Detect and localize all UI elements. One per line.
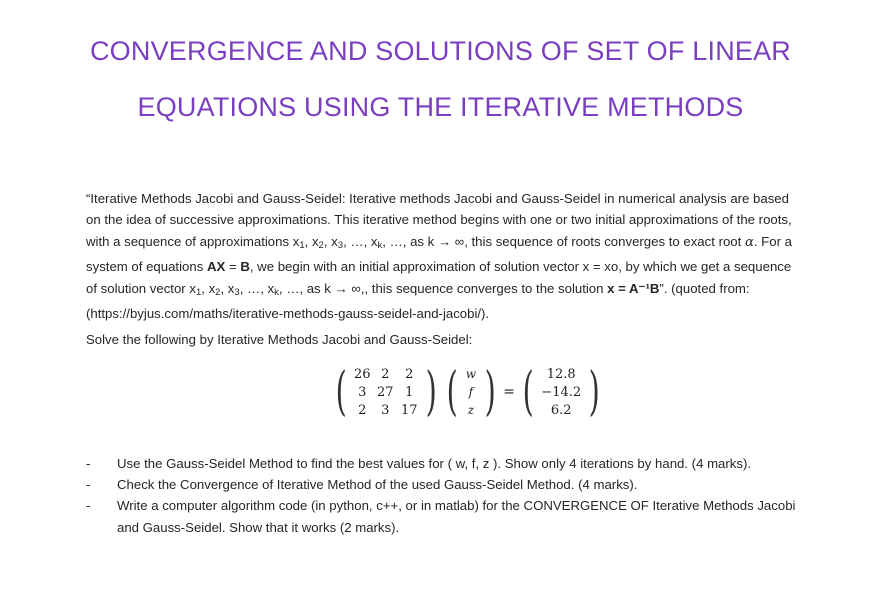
subscript: 2 xyxy=(318,239,324,251)
subscript: k xyxy=(274,286,279,298)
coefficient-matrix xyxy=(351,366,421,419)
task-list xyxy=(86,453,806,538)
equals-sign: = xyxy=(503,384,515,400)
list-item xyxy=(86,495,806,537)
intro-paragraph xyxy=(86,188,798,324)
para-text: , x xyxy=(304,233,319,249)
subscript: k xyxy=(377,239,383,251)
rhs-vector xyxy=(538,366,584,419)
para-text: = xyxy=(225,259,241,275)
matrix-cell: 1 xyxy=(405,384,414,400)
para-text: , x xyxy=(220,280,235,296)
subscript: 1 xyxy=(195,286,202,298)
list-item-text: Use the Gauss-Seidel Method to find the best values for ( w, f, z ). Show only 4 iterations by hand. (4 marks). xyxy=(117,456,752,471)
list-item xyxy=(86,453,806,474)
right-paren: ) xyxy=(588,362,600,422)
subscript: 2 xyxy=(215,286,221,298)
vector-cell: z xyxy=(467,402,475,417)
variable-vector xyxy=(462,366,480,419)
bullet-marker: - xyxy=(86,456,91,471)
para-text: , as k → ∞, this sequence of roots converges to exact root xyxy=(402,233,745,249)
vector-cell: −14.2 xyxy=(541,384,582,400)
left-paren: ( xyxy=(335,362,347,422)
left-paren: ( xyxy=(522,362,534,422)
list-item-text: Check the Convergence of Iterative Method of the used Gauss-Seidel Method. (4 marks). xyxy=(117,477,638,493)
para-text: , …, x xyxy=(239,280,275,296)
page-title-line-1: CONVERGENCE AND SOLUTIONS OF SET OF LINEAR xyxy=(89,36,792,66)
b-term: B xyxy=(240,259,250,275)
list-item xyxy=(86,474,806,495)
matrix-cell: 2 xyxy=(381,366,390,382)
matrix-cell: 3 xyxy=(381,402,390,418)
left-paren: ( xyxy=(446,362,458,422)
matrix-cell: 26 xyxy=(354,366,371,382)
solve-instruction: Solve the following by Iterative Methods Jacobi and Gauss-Seidel: xyxy=(86,332,473,347)
matrix-cell: 2 xyxy=(358,402,367,418)
list-item-text: Write a computer algorithm code (in python, c++, or in matlab) for the CONVERGENCE OF Iterative Methods Jacobi and Gauss-Seidel. Show that it works (2 marks). xyxy=(117,498,796,535)
subscript: 1 xyxy=(299,239,305,251)
solution-formula: x = A⁻¹B xyxy=(607,280,660,296)
matrix-cell: 27 xyxy=(377,384,394,400)
bullet-marker: - xyxy=(86,498,91,514)
para-text: , as k → ∞,, this sequence converges to the solution xyxy=(299,280,608,296)
vector-cell: 6.2 xyxy=(550,402,572,418)
para-text: ”. (quoted from: (https://byjus.com/maths/iterative-methods-gauss-seidel-and-jacobi/). xyxy=(86,280,750,322)
vector-cell: w xyxy=(465,366,477,381)
ax-term: AX xyxy=(206,259,226,275)
page-title-line-2: EQUATIONS USING THE ITERATIVE METHODS xyxy=(137,92,744,122)
matrix-cell: 17 xyxy=(401,402,418,418)
matrix-cell: 2 xyxy=(405,366,414,382)
subscript: 3 xyxy=(234,286,240,298)
vector-cell: 12.8 xyxy=(546,366,576,382)
para-text: , …, x xyxy=(343,233,378,249)
para-text: . For a system of equations xyxy=(86,233,792,275)
right-paren: ) xyxy=(425,362,438,422)
alpha-symbol: α xyxy=(744,234,754,250)
para-text: , … xyxy=(382,233,403,249)
para-text: , x xyxy=(323,233,338,249)
matrix-cell: 3 xyxy=(358,384,367,400)
vector-cell: f xyxy=(468,384,474,399)
para-text: , … xyxy=(278,280,300,296)
subscript: 3 xyxy=(337,239,344,251)
para-text: , x xyxy=(201,280,216,296)
matrix-equation xyxy=(331,362,605,422)
para-text: , we begin with an initial approximation of solution vector x = xo, by which we get a sequence of solution vector x xyxy=(86,259,792,296)
bullet-marker: - xyxy=(86,477,91,493)
para-text: “Iterative Methods Jacobi and Gauss-Seidel: Iterative methods Jacobi and Gauss-Seidel in numerical analysis are based on the idea of successive approximations. This iterative method begins with one or two initial approximations of the roots, with a sequence of approximations x xyxy=(86,191,792,249)
right-paren: ) xyxy=(484,362,496,422)
